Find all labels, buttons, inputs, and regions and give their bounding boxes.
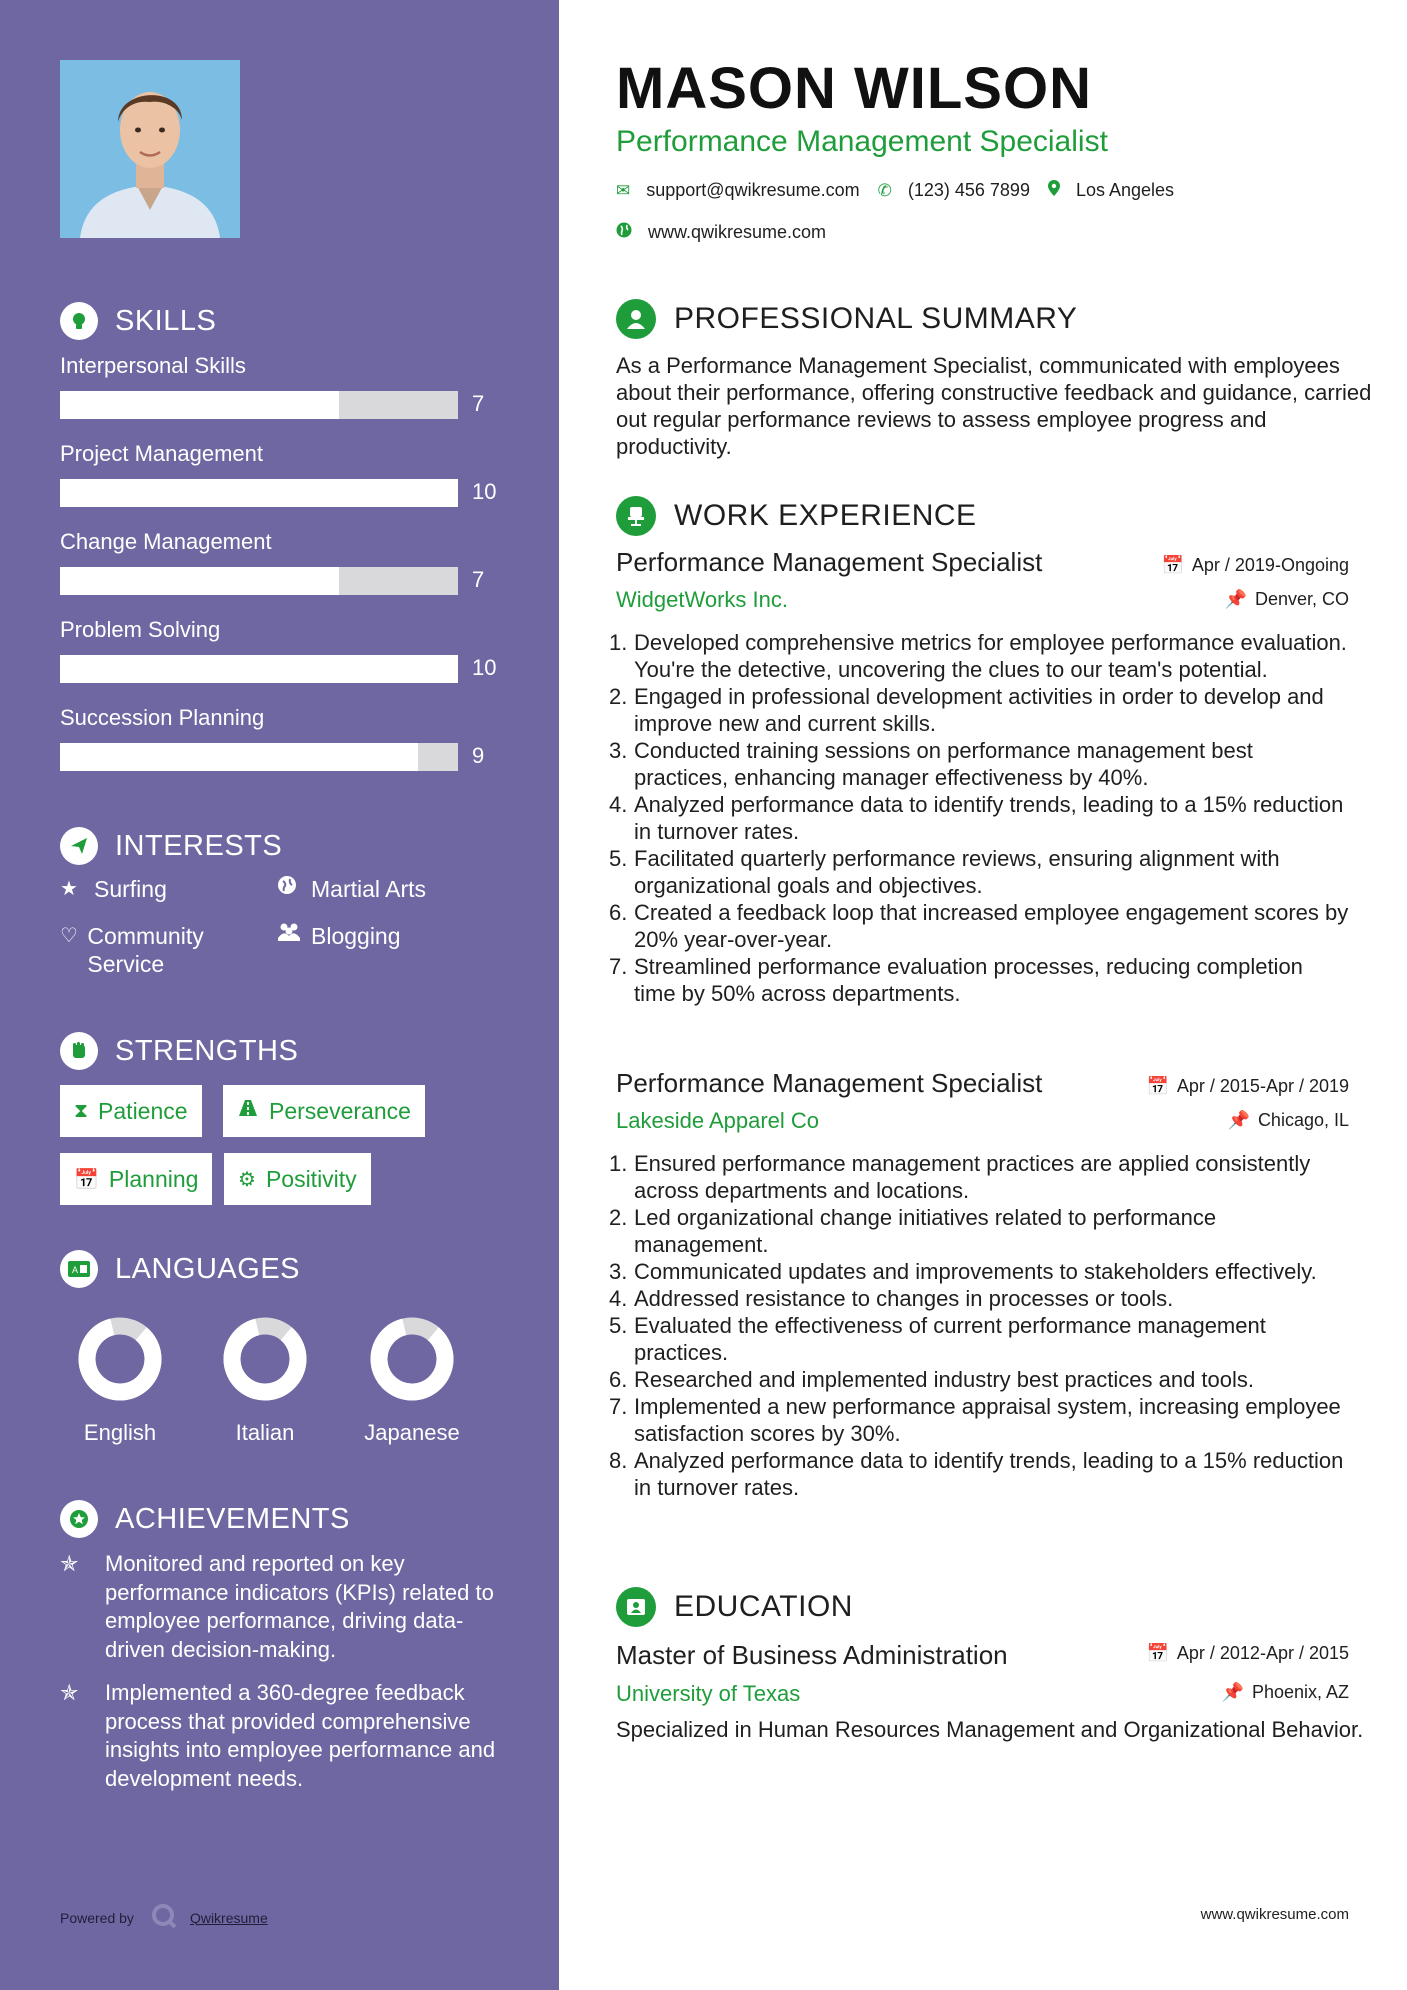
- map-pin-icon: [1048, 180, 1060, 201]
- pin-icon: 📌: [1227, 1110, 1250, 1130]
- svg-text:A: A: [72, 1265, 79, 1275]
- duty-item: 4. Analyzed performance data to identify trends, leading to a 15% reduction in turnover rates.: [609, 792, 1344, 844]
- skill-level: 7: [472, 567, 485, 592]
- fist-icon: [60, 1032, 98, 1070]
- education-dates: 📅 Apr / 2012-Apr / 2015: [1146, 1643, 1349, 1663]
- contact-row: [616, 180, 1174, 201]
- lightbulb-icon: [60, 302, 98, 340]
- duty-item: 5. Evaluated the effectiveness of current performance management practices.: [609, 1313, 1266, 1365]
- skill-level: 9: [472, 743, 485, 768]
- duty-item: 3. Conducted training sessions on performance management best practices, enhancing manager effectiveness by 40%.: [609, 738, 1253, 790]
- globe-icon: [616, 222, 632, 243]
- duty-item: 6. Created a feedback loop that increased employee engagement scores by 20% year-over-year.: [609, 900, 1349, 952]
- gear-icon: ⚙: [238, 1168, 256, 1191]
- briefcase-chair-icon: [616, 496, 656, 536]
- duty-item: 3. Communicated updates and improvements to stakeholders effectively.: [609, 1259, 1317, 1284]
- skill-bar: [60, 567, 458, 595]
- strengths-heading: STRENGTHS: [60, 1032, 298, 1070]
- skill-name: Interpersonal Skills: [60, 353, 246, 378]
- school-name: University of Texas: [616, 1681, 801, 1706]
- skill-name: Problem Solving: [60, 617, 221, 642]
- skill-bar-fill: [60, 743, 418, 771]
- profile-photo: [60, 60, 240, 238]
- candidate-title: Performance Management Specialist: [616, 125, 1108, 158]
- skill-bar: [60, 479, 458, 507]
- language-label: Japanese: [364, 1420, 460, 1445]
- duty-item: 1. Developed comprehensive metrics for employee performance evaluation. You're the detective, uncovering the clues to our team's potential.: [609, 630, 1347, 682]
- skill-level: 7: [472, 391, 485, 416]
- road-icon: [237, 1099, 259, 1123]
- skill-bar: [60, 743, 458, 771]
- language-donut: [223, 1317, 307, 1401]
- skills-heading: SKILLS: [60, 302, 216, 340]
- strength-chip: Perseverance: [223, 1085, 425, 1137]
- envelope-icon: ✉: [616, 180, 631, 200]
- heart-icon: ♡: [60, 925, 78, 947]
- hourglass-icon: ⧗: [74, 1099, 89, 1122]
- skill-bar-fill: [60, 479, 458, 507]
- job-location: 📌 Chicago, IL: [1227, 1110, 1349, 1130]
- duty-item: 8. Analyzed performance data to identify trends, leading to a 15% reduction in turnover rates.: [609, 1448, 1344, 1500]
- education-text: Specialized in Human Resources Management and Organizational Behavior.: [616, 1717, 1364, 1742]
- star-award-icon: ✯: [60, 1551, 79, 1576]
- achievements-heading: ACHIEVEMENTS: [60, 1500, 350, 1538]
- skill-level: 10: [472, 655, 497, 680]
- website-link[interactable]: www.qwikresume.com: [648, 222, 827, 242]
- interest-item: ♡ Community Service: [60, 923, 204, 977]
- interest-item: Martial Arts: [277, 875, 426, 903]
- summary-heading: PROFESSIONAL SUMMARY: [616, 299, 1077, 339]
- email-link[interactable]: support@qwikresume.com: [646, 180, 860, 200]
- skill-level: 10: [472, 479, 497, 504]
- graduation-icon: [616, 1587, 656, 1627]
- duty-item: 7. Streamlined performance evaluation processes, reducing completion time by 50% across departments.: [609, 954, 1303, 1006]
- job-duties: [609, 1150, 1349, 1501]
- skill-bar: [60, 391, 458, 419]
- achievement-item: ✯ Implemented a 360-degree feedback process that provided comprehensive insights into employee performance and development needs.: [60, 1679, 500, 1793]
- job-duties: [609, 629, 1349, 1007]
- duty-item: 5. Facilitated quarterly performance reviews, ensuring alignment with organizational goals and objectives.: [609, 846, 1280, 898]
- company-name: WidgetWorks Inc.: [616, 587, 788, 612]
- company-name: Lakeside Apparel Co: [616, 1108, 820, 1133]
- skill-bar: [60, 655, 458, 683]
- duty-item: 7. Implemented a new performance appraisal system, increasing employee satisfaction scores by 30%.: [609, 1394, 1341, 1446]
- pin-icon: 📌: [1224, 589, 1247, 609]
- candidate-name: MASON WILSON: [616, 56, 1092, 121]
- duty-item: 1. Ensured performance management practices are applied consistently across departments and locations.: [609, 1151, 1311, 1203]
- language-icon: [60, 1250, 98, 1288]
- phone-icon: ✆: [877, 180, 892, 200]
- work-heading: WORK EXPERIENCE: [616, 496, 977, 536]
- language-label: English: [83, 1420, 157, 1445]
- main-content: [559, 0, 1407, 1990]
- language-donut: [370, 1317, 454, 1401]
- languages-heading: A LANGUAGES: [60, 1250, 300, 1288]
- calendar-icon: 📅: [1146, 1643, 1169, 1663]
- skill-bar-fill: [60, 391, 339, 419]
- powered-by-label: Powered by: [60, 1909, 134, 1926]
- location-text: Los Angeles: [1075, 180, 1175, 200]
- brand-link[interactable]: Qwikresume: [189, 1909, 268, 1926]
- interests-heading: INTERESTS: [60, 827, 282, 865]
- language-label: Italian: [235, 1420, 295, 1445]
- strength-chip: 📅 Planning: [60, 1153, 212, 1205]
- duty-item: 2. Engaged in professional development activities in order to develop and improve new and current skills.: [609, 684, 1324, 736]
- education-heading: EDUCATION: [616, 1587, 853, 1627]
- user-icon: [616, 299, 656, 339]
- globe-icon: [277, 875, 305, 903]
- pin-icon: 📌: [1221, 1682, 1244, 1702]
- calendar-icon: 📅: [1146, 1076, 1169, 1096]
- star-icon: ★: [60, 878, 78, 900]
- skill-name: Change Management: [60, 529, 272, 554]
- interest-item: Blogging: [277, 922, 401, 950]
- language-donut: [78, 1317, 162, 1401]
- job-title: Performance Management Specialist: [616, 1068, 1043, 1098]
- phone-text: (123) 456 7899: [907, 180, 1030, 200]
- interest-item: ★ Surfing: [60, 876, 167, 902]
- users-icon: [277, 922, 305, 950]
- calendar-icon: 📅: [74, 1168, 99, 1191]
- strength-chip: ⚙ Positivity: [224, 1153, 371, 1205]
- job-dates: 📅 Apr / 2019-Ongoing: [1161, 555, 1349, 575]
- footer-website[interactable]: www.qwikresume.com: [1200, 1906, 1349, 1923]
- duty-item: 6. Researched and implemented industry best practices and tools.: [609, 1367, 1255, 1392]
- skill-name: Project Management: [60, 441, 263, 466]
- achievement-item: ✯ Monitored and reported on key performance indicators (KPIs) related to employee performance, driving data-driven decision-making.: [60, 1550, 500, 1664]
- calendar-icon: 📅: [1161, 555, 1184, 575]
- skill-name: Succession Planning: [60, 705, 265, 730]
- strength-chip: ⧗ Patience: [60, 1085, 202, 1137]
- summary-text: As a Performance Management Specialist, communicated with employees about their performance, offering constructive feedback and guidance, carried out regular performance reviews to assess employee progress and productivity.: [616, 353, 1372, 459]
- qwikresume-logo-icon: [150, 1902, 178, 1933]
- job-dates: 📅 Apr / 2015-Apr / 2019: [1146, 1076, 1349, 1096]
- sidebar: [0, 0, 559, 1990]
- skill-bar-fill: [60, 567, 339, 595]
- paper-plane-icon: [60, 827, 98, 865]
- website-row: [616, 222, 826, 243]
- duty-item: 4. Addressed resistance to changes in processes or tools.: [609, 1286, 1174, 1311]
- degree-title: Master of Business Administration: [616, 1640, 1008, 1670]
- star-badge-icon: [60, 1500, 98, 1538]
- duty-item: 2. Led organizational change initiatives related to performance management.: [609, 1205, 1217, 1257]
- star-award-icon: ✯: [60, 1680, 79, 1705]
- education-location: 📌 Phoenix, AZ: [1221, 1682, 1349, 1702]
- skill-bar-fill: [60, 655, 458, 683]
- job-title: Performance Management Specialist: [616, 547, 1043, 577]
- powered-by: [60, 1902, 268, 1933]
- job-location: 📌 Denver, CO: [1224, 589, 1349, 609]
